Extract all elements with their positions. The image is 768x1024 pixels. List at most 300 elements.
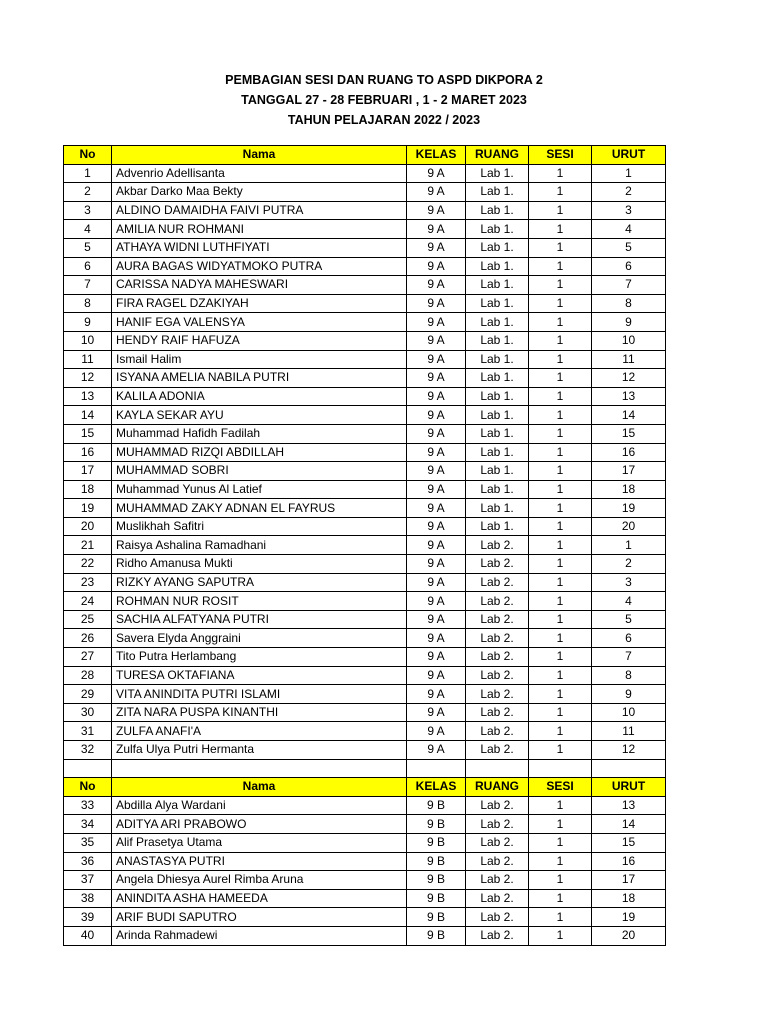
- cell-kelas: 9 A: [407, 703, 466, 722]
- cell-nama: Ridho Amanusa Mukti: [112, 555, 407, 574]
- cell-kelas: 9 A: [407, 685, 466, 704]
- cell-nama: Advenrio Adellisanta: [112, 164, 407, 183]
- cell-ruang: Lab 1.: [466, 369, 529, 388]
- cell-urut: 20: [592, 517, 666, 536]
- cell-no: 19: [64, 499, 112, 518]
- spacer-cell: [529, 759, 592, 778]
- cell-ruang: Lab 2.: [466, 741, 529, 760]
- table-row: [64, 387, 666, 406]
- cell-ruang: Lab 2.: [466, 908, 529, 927]
- table-row: [64, 238, 666, 257]
- cell-urut: 17: [592, 462, 666, 481]
- cell-sesi: 1: [529, 685, 592, 704]
- cell-kelas: 9 B: [407, 833, 466, 852]
- cell-urut: 18: [592, 889, 666, 908]
- cell-sesi: 1: [529, 350, 592, 369]
- cell-ruang: Lab 2.: [466, 796, 529, 815]
- table-header-row: [64, 778, 666, 797]
- header-nama: Nama: [112, 778, 407, 797]
- cell-no: 2: [64, 183, 112, 202]
- cell-nama: Akbar Darko Maa Bekty: [112, 183, 407, 202]
- cell-urut: 14: [592, 406, 666, 425]
- cell-nama: SACHIA ALFATYANA PUTRI: [112, 610, 407, 629]
- cell-kelas: 9 A: [407, 592, 466, 611]
- cell-ruang: Lab 1.: [466, 257, 529, 276]
- cell-no: 21: [64, 536, 112, 555]
- table-row: [64, 722, 666, 741]
- cell-ruang: Lab 1.: [466, 294, 529, 313]
- cell-sesi: 1: [529, 648, 592, 667]
- cell-no: 31: [64, 722, 112, 741]
- cell-nama: ISYANA AMELIA NABILA PUTRI: [112, 369, 407, 388]
- cell-sesi: 1: [529, 424, 592, 443]
- cell-sesi: 1: [529, 536, 592, 555]
- cell-kelas: 9 A: [407, 499, 466, 518]
- cell-no: 20: [64, 517, 112, 536]
- cell-urut: 10: [592, 331, 666, 350]
- cell-nama: RIZKY AYANG SAPUTRA: [112, 573, 407, 592]
- cell-no: 3: [64, 201, 112, 220]
- table-row: [64, 555, 666, 574]
- table-row: [64, 703, 666, 722]
- cell-sesi: 1: [529, 183, 592, 202]
- cell-nama: Abdilla Alya Wardani: [112, 796, 407, 815]
- cell-no: 37: [64, 871, 112, 890]
- table-row: [64, 350, 666, 369]
- cell-urut: 17: [592, 871, 666, 890]
- cell-sesi: 1: [529, 555, 592, 574]
- cell-ruang: Lab 2.: [466, 610, 529, 629]
- cell-no: 28: [64, 666, 112, 685]
- table-row: [64, 685, 666, 704]
- cell-kelas: 9 A: [407, 480, 466, 499]
- table-row: [64, 164, 666, 183]
- table-row: [64, 183, 666, 202]
- cell-ruang: Lab 1.: [466, 331, 529, 350]
- cell-nama: Zulfa Ulya Putri Hermanta: [112, 741, 407, 760]
- table-row: [64, 331, 666, 350]
- cell-urut: 3: [592, 573, 666, 592]
- table-row: [64, 499, 666, 518]
- spacer-row: [64, 759, 666, 778]
- cell-urut: 15: [592, 424, 666, 443]
- cell-urut: 2: [592, 183, 666, 202]
- cell-no: 18: [64, 480, 112, 499]
- cell-kelas: 9 A: [407, 350, 466, 369]
- cell-urut: 12: [592, 369, 666, 388]
- cell-urut: 6: [592, 629, 666, 648]
- table-row: [64, 220, 666, 239]
- cell-ruang: Lab 1.: [466, 201, 529, 220]
- table-row: [64, 517, 666, 536]
- table-row: [64, 369, 666, 388]
- cell-no: 14: [64, 406, 112, 425]
- spacer-cell: [466, 759, 529, 778]
- cell-urut: 2: [592, 555, 666, 574]
- cell-urut: 1: [592, 164, 666, 183]
- cell-no: 4: [64, 220, 112, 239]
- cell-kelas: 9 A: [407, 369, 466, 388]
- cell-ruang: Lab 2.: [466, 629, 529, 648]
- cell-urut: 8: [592, 666, 666, 685]
- cell-urut: 11: [592, 722, 666, 741]
- table-row: [64, 201, 666, 220]
- cell-kelas: 9 A: [407, 220, 466, 239]
- cell-urut: 9: [592, 313, 666, 332]
- cell-nama: ANASTASYA PUTRI: [112, 852, 407, 871]
- header-ruang: RUANG: [466, 778, 529, 797]
- cell-no: 40: [64, 926, 112, 945]
- header-ruang: RUANG: [466, 146, 529, 165]
- table-row: [64, 741, 666, 760]
- cell-sesi: 1: [529, 573, 592, 592]
- cell-urut: 19: [592, 499, 666, 518]
- table-row: [64, 406, 666, 425]
- cell-nama: ROHMAN NUR ROSIT: [112, 592, 407, 611]
- cell-sesi: 1: [529, 406, 592, 425]
- cell-no: 39: [64, 908, 112, 927]
- cell-ruang: Lab 2.: [466, 648, 529, 667]
- cell-urut: 11: [592, 350, 666, 369]
- header-no: No: [64, 778, 112, 797]
- table-row: [64, 480, 666, 499]
- cell-sesi: 1: [529, 201, 592, 220]
- cell-urut: 10: [592, 703, 666, 722]
- cell-ruang: Lab 2.: [466, 889, 529, 908]
- cell-sesi: 1: [529, 276, 592, 295]
- cell-kelas: 9 B: [407, 889, 466, 908]
- cell-ruang: Lab 2.: [466, 815, 529, 834]
- table-row: [64, 573, 666, 592]
- cell-no: 30: [64, 703, 112, 722]
- spacer-cell: [592, 759, 666, 778]
- cell-sesi: 1: [529, 480, 592, 499]
- cell-urut: 18: [592, 480, 666, 499]
- cell-ruang: Lab 1.: [466, 387, 529, 406]
- cell-sesi: 1: [529, 294, 592, 313]
- cell-ruang: Lab 2.: [466, 852, 529, 871]
- table-row: [64, 536, 666, 555]
- cell-no: 24: [64, 592, 112, 611]
- cell-no: 34: [64, 815, 112, 834]
- cell-sesi: 1: [529, 815, 592, 834]
- cell-urut: 5: [592, 610, 666, 629]
- cell-urut: 5: [592, 238, 666, 257]
- cell-nama: KALILA ADONIA: [112, 387, 407, 406]
- cell-kelas: 9 A: [407, 294, 466, 313]
- cell-nama: AMILIA NUR ROHMANI: [112, 220, 407, 239]
- table-row: [64, 257, 666, 276]
- cell-sesi: 1: [529, 703, 592, 722]
- cell-no: 16: [64, 443, 112, 462]
- cell-ruang: Lab 1.: [466, 164, 529, 183]
- cell-kelas: 9 B: [407, 926, 466, 945]
- cell-kelas: 9 A: [407, 183, 466, 202]
- cell-nama: ZULFA ANAFI'A: [112, 722, 407, 741]
- table-row: [64, 592, 666, 611]
- cell-nama: HANIF EGA VALENSYA: [112, 313, 407, 332]
- table-row: [64, 926, 666, 945]
- cell-ruang: Lab 2.: [466, 926, 529, 945]
- table-row: [64, 424, 666, 443]
- cell-no: 36: [64, 852, 112, 871]
- cell-urut: 1: [592, 536, 666, 555]
- spacer-cell: [64, 759, 112, 778]
- cell-urut: 7: [592, 276, 666, 295]
- cell-urut: 16: [592, 852, 666, 871]
- header-kelas: KELAS: [407, 146, 466, 165]
- cell-urut: 9: [592, 685, 666, 704]
- cell-sesi: 1: [529, 257, 592, 276]
- cell-sesi: 1: [529, 313, 592, 332]
- cell-urut: 12: [592, 741, 666, 760]
- cell-sesi: 1: [529, 238, 592, 257]
- cell-nama: Angela Dhiesya Aurel Rimba Aruna: [112, 871, 407, 890]
- cell-ruang: Lab 1.: [466, 499, 529, 518]
- cell-kelas: 9 A: [407, 629, 466, 648]
- cell-sesi: 1: [529, 443, 592, 462]
- cell-ruang: Lab 1.: [466, 238, 529, 257]
- table-row: [64, 294, 666, 313]
- cell-ruang: Lab 1.: [466, 220, 529, 239]
- cell-no: 1: [64, 164, 112, 183]
- cell-ruang: Lab 1.: [466, 462, 529, 481]
- cell-urut: 7: [592, 648, 666, 667]
- cell-no: 25: [64, 610, 112, 629]
- header-urut: URUT: [592, 146, 666, 165]
- cell-urut: 19: [592, 908, 666, 927]
- table-row: [64, 796, 666, 815]
- cell-nama: Alif Prasetya Utama: [112, 833, 407, 852]
- cell-no: 11: [64, 350, 112, 369]
- cell-kelas: 9 B: [407, 796, 466, 815]
- table-row: [64, 852, 666, 871]
- cell-urut: 3: [592, 201, 666, 220]
- cell-nama: TURESA OKTAFIANA: [112, 666, 407, 685]
- cell-ruang: Lab 2.: [466, 592, 529, 611]
- cell-no: 5: [64, 238, 112, 257]
- table-header-row: [64, 146, 666, 165]
- cell-sesi: 1: [529, 833, 592, 852]
- cell-ruang: Lab 1.: [466, 424, 529, 443]
- table-row: [64, 610, 666, 629]
- cell-no: 7: [64, 276, 112, 295]
- cell-ruang: Lab 1.: [466, 276, 529, 295]
- cell-no: 33: [64, 796, 112, 815]
- cell-kelas: 9 B: [407, 852, 466, 871]
- cell-kelas: 9 A: [407, 517, 466, 536]
- cell-ruang: Lab 2.: [466, 573, 529, 592]
- cell-no: 17: [64, 462, 112, 481]
- cell-ruang: Lab 2.: [466, 833, 529, 852]
- cell-sesi: 1: [529, 722, 592, 741]
- cell-nama: Muslikhah Safitri: [112, 517, 407, 536]
- cell-kelas: 9 A: [407, 536, 466, 555]
- table-row: [64, 276, 666, 295]
- cell-nama: Raisya Ashalina Ramadhani: [112, 536, 407, 555]
- table-row: [64, 833, 666, 852]
- header-sesi: SESI: [529, 146, 592, 165]
- cell-nama: AURA BAGAS WIDYATMOKO PUTRA: [112, 257, 407, 276]
- cell-no: 15: [64, 424, 112, 443]
- cell-kelas: 9 A: [407, 201, 466, 220]
- cell-sesi: 1: [529, 908, 592, 927]
- cell-ruang: Lab 2.: [466, 666, 529, 685]
- cell-kelas: 9 A: [407, 741, 466, 760]
- cell-sesi: 1: [529, 610, 592, 629]
- table-row: [64, 648, 666, 667]
- cell-kelas: 9 A: [407, 331, 466, 350]
- cell-nama: HENDY RAIF HAFUZA: [112, 331, 407, 350]
- cell-sesi: 1: [529, 629, 592, 648]
- cell-no: 9: [64, 313, 112, 332]
- cell-ruang: Lab 2.: [466, 871, 529, 890]
- table-row: [64, 815, 666, 834]
- cell-kelas: 9 A: [407, 406, 466, 425]
- cell-kelas: 9 B: [407, 815, 466, 834]
- cell-kelas: 9 A: [407, 276, 466, 295]
- cell-sesi: 1: [529, 796, 592, 815]
- cell-nama: Tito Putra Herlambang: [112, 648, 407, 667]
- title-line-3: TAHUN PELAJARAN 2022 / 2023: [287, 113, 481, 127]
- table-row: [64, 666, 666, 685]
- cell-kelas: 9 B: [407, 871, 466, 890]
- title-line-1: PEMBAGIAN SESI DAN RUANG TO ASPD DIKPORA 2: [225, 73, 543, 87]
- cell-ruang: Lab 1.: [466, 350, 529, 369]
- cell-sesi: 1: [529, 462, 592, 481]
- cell-ruang: Lab 2.: [466, 703, 529, 722]
- cell-nama: ALDINO DAMAIDHA FAIVI PUTRA: [112, 201, 407, 220]
- cell-sesi: 1: [529, 499, 592, 518]
- cell-kelas: 9 A: [407, 573, 466, 592]
- cell-kelas: 9 A: [407, 238, 466, 257]
- cell-kelas: 9 A: [407, 164, 466, 183]
- cell-nama: KAYLA SEKAR AYU: [112, 406, 407, 425]
- table-row: [64, 443, 666, 462]
- cell-kelas: 9 A: [407, 555, 466, 574]
- header-nama: Nama: [112, 146, 407, 165]
- student-session-table: [63, 145, 666, 946]
- cell-no: 29: [64, 685, 112, 704]
- cell-no: 35: [64, 833, 112, 852]
- cell-ruang: Lab 2.: [466, 722, 529, 741]
- cell-no: 32: [64, 741, 112, 760]
- cell-nama: Muhammad Yunus Al Latief: [112, 480, 407, 499]
- cell-kelas: 9 A: [407, 424, 466, 443]
- cell-kelas: 9 A: [407, 257, 466, 276]
- cell-sesi: 1: [529, 926, 592, 945]
- cell-nama: Arinda Rahmadewi: [112, 926, 407, 945]
- cell-nama: Savera Elyda Anggraini: [112, 629, 407, 648]
- header-urut: URUT: [592, 778, 666, 797]
- cell-no: 27: [64, 648, 112, 667]
- cell-nama: MUHAMMAD ZAKY ADNAN EL FAYRUS: [112, 499, 407, 518]
- cell-urut: 4: [592, 220, 666, 239]
- cell-sesi: 1: [529, 387, 592, 406]
- cell-kelas: 9 A: [407, 443, 466, 462]
- cell-sesi: 1: [529, 592, 592, 611]
- cell-ruang: Lab 1.: [466, 183, 529, 202]
- table-row: [64, 462, 666, 481]
- cell-ruang: Lab 1.: [466, 480, 529, 499]
- cell-nama: VITA ANINDITA PUTRI ISLAMI: [112, 685, 407, 704]
- cell-no: 38: [64, 889, 112, 908]
- header-no: No: [64, 146, 112, 165]
- cell-nama: ADITYA ARI PRABOWO: [112, 815, 407, 834]
- cell-ruang: Lab 1.: [466, 517, 529, 536]
- cell-nama: FIRA RAGEL DZAKIYAH: [112, 294, 407, 313]
- cell-sesi: 1: [529, 517, 592, 536]
- spacer-cell: [407, 759, 466, 778]
- table-row: [64, 908, 666, 927]
- cell-nama: ANINDITA ASHA HAMEEDA: [112, 889, 407, 908]
- cell-sesi: 1: [529, 852, 592, 871]
- cell-nama: MUHAMMAD SOBRI: [112, 462, 407, 481]
- table-row: [64, 629, 666, 648]
- cell-ruang: Lab 2.: [466, 536, 529, 555]
- header-sesi: SESI: [529, 778, 592, 797]
- cell-urut: 16: [592, 443, 666, 462]
- cell-kelas: 9 A: [407, 610, 466, 629]
- cell-nama: ZITA NARA PUSPA KINANTHI: [112, 703, 407, 722]
- cell-ruang: Lab 1.: [466, 313, 529, 332]
- cell-sesi: 1: [529, 666, 592, 685]
- cell-nama: Muhammad Hafidh Fadilah: [112, 424, 407, 443]
- cell-urut: 14: [592, 815, 666, 834]
- cell-nama: ATHAYA WIDNI LUTHFIYATI: [112, 238, 407, 257]
- cell-no: 6: [64, 257, 112, 276]
- cell-kelas: 9 A: [407, 313, 466, 332]
- cell-kelas: 9 A: [407, 666, 466, 685]
- cell-no: 13: [64, 387, 112, 406]
- cell-urut: 4: [592, 592, 666, 611]
- spacer-cell: [112, 759, 407, 778]
- cell-sesi: 1: [529, 369, 592, 388]
- cell-urut: 20: [592, 926, 666, 945]
- cell-urut: 13: [592, 796, 666, 815]
- table-row: [64, 889, 666, 908]
- cell-urut: 8: [592, 294, 666, 313]
- cell-kelas: 9 A: [407, 722, 466, 741]
- title-line-2: TANGGAL 27 - 28 FEBRUARI , 1 - 2 MARET 2023: [241, 93, 527, 107]
- cell-no: 10: [64, 331, 112, 350]
- cell-kelas: 9 A: [407, 387, 466, 406]
- cell-kelas: 9 B: [407, 908, 466, 927]
- cell-no: 22: [64, 555, 112, 574]
- table-row: [64, 871, 666, 890]
- cell-ruang: Lab 2.: [466, 555, 529, 574]
- cell-urut: 6: [592, 257, 666, 276]
- cell-sesi: 1: [529, 220, 592, 239]
- cell-nama: CARISSA NADYA MAHESWARI: [112, 276, 407, 295]
- cell-kelas: 9 A: [407, 462, 466, 481]
- cell-nama: MUHAMMAD RIZQI ABDILLAH: [112, 443, 407, 462]
- cell-sesi: 1: [529, 331, 592, 350]
- header-kelas: KELAS: [407, 778, 466, 797]
- document-title: [0, 70, 768, 130]
- cell-ruang: Lab 1.: [466, 443, 529, 462]
- cell-no: 26: [64, 629, 112, 648]
- cell-ruang: Lab 1.: [466, 406, 529, 425]
- cell-sesi: 1: [529, 889, 592, 908]
- cell-no: 8: [64, 294, 112, 313]
- cell-no: 12: [64, 369, 112, 388]
- cell-sesi: 1: [529, 871, 592, 890]
- cell-ruang: Lab 2.: [466, 685, 529, 704]
- cell-sesi: 1: [529, 741, 592, 760]
- cell-urut: 15: [592, 833, 666, 852]
- cell-sesi: 1: [529, 164, 592, 183]
